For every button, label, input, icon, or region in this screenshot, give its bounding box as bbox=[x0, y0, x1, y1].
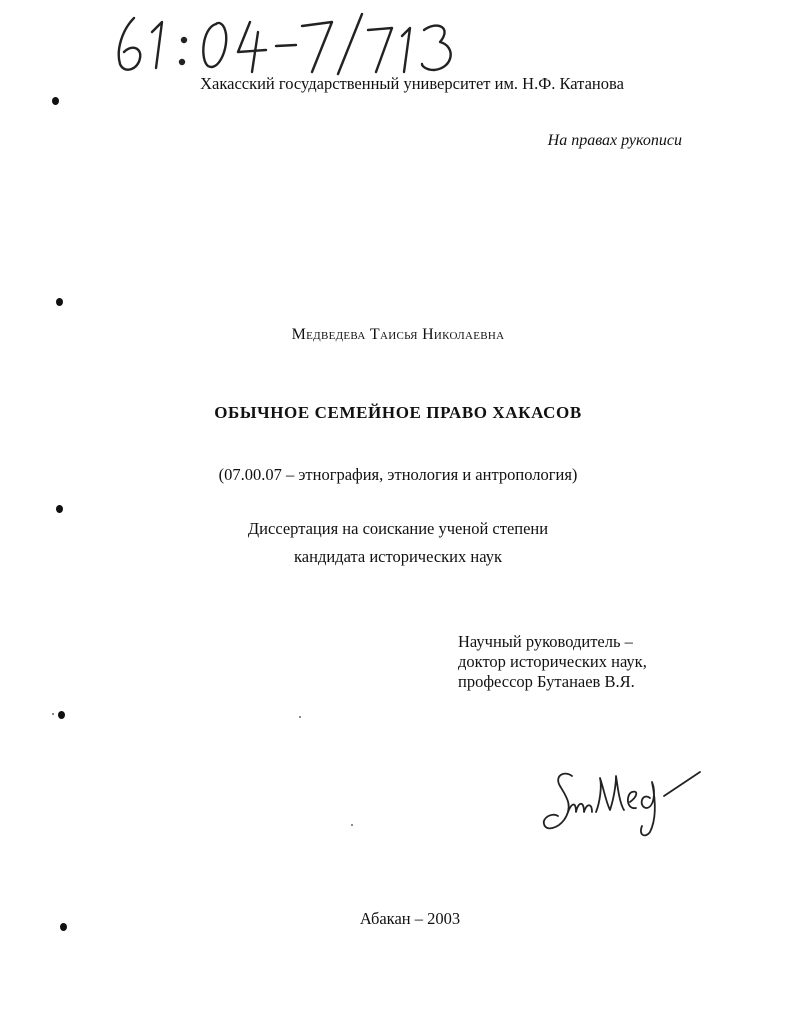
manuscript-rights-note: На правах рукописи bbox=[547, 132, 682, 149]
dissertation-title: ОБЫЧНОЕ СЕМЕЙНОЕ ПРАВО ХАКАСОВ bbox=[214, 403, 582, 422]
archive-code-drawing bbox=[112, 10, 492, 76]
scan-dot bbox=[60, 923, 67, 931]
university-name: Хакасский государственный университет им. Н.Ф. Катанова bbox=[200, 74, 624, 93]
city-and-year: Абакан – 2003 bbox=[359, 909, 461, 928]
handwritten-archive-code bbox=[112, 10, 492, 76]
scan-speck bbox=[351, 824, 353, 826]
specialty-code: (07.00.07 – этнография, этнология и антропология) bbox=[218, 465, 578, 484]
degree-statement bbox=[0, 515, 796, 571]
degree-line-1: Диссертация на соискание ученой степени bbox=[247, 519, 549, 538]
scan-speck bbox=[52, 713, 54, 715]
scan-speck bbox=[299, 716, 301, 718]
scan-dot bbox=[52, 97, 59, 105]
signature-drawing bbox=[538, 762, 708, 844]
scan-dot bbox=[56, 505, 63, 513]
author-name: Медведева Таисья Николаевна bbox=[291, 326, 505, 343]
scan-dot bbox=[58, 711, 65, 719]
degree-line-2: кандидата исторических наук bbox=[294, 547, 502, 566]
supervisor-line-1: Научный руководитель – bbox=[458, 632, 633, 651]
supervisor-block bbox=[458, 632, 758, 692]
author-signature bbox=[538, 762, 708, 844]
supervisor-line-3: профессор Бутанаев В.Я. bbox=[458, 672, 635, 691]
scan-dot bbox=[56, 298, 63, 306]
supervisor-line-2: доктор исторических наук, bbox=[458, 652, 647, 671]
